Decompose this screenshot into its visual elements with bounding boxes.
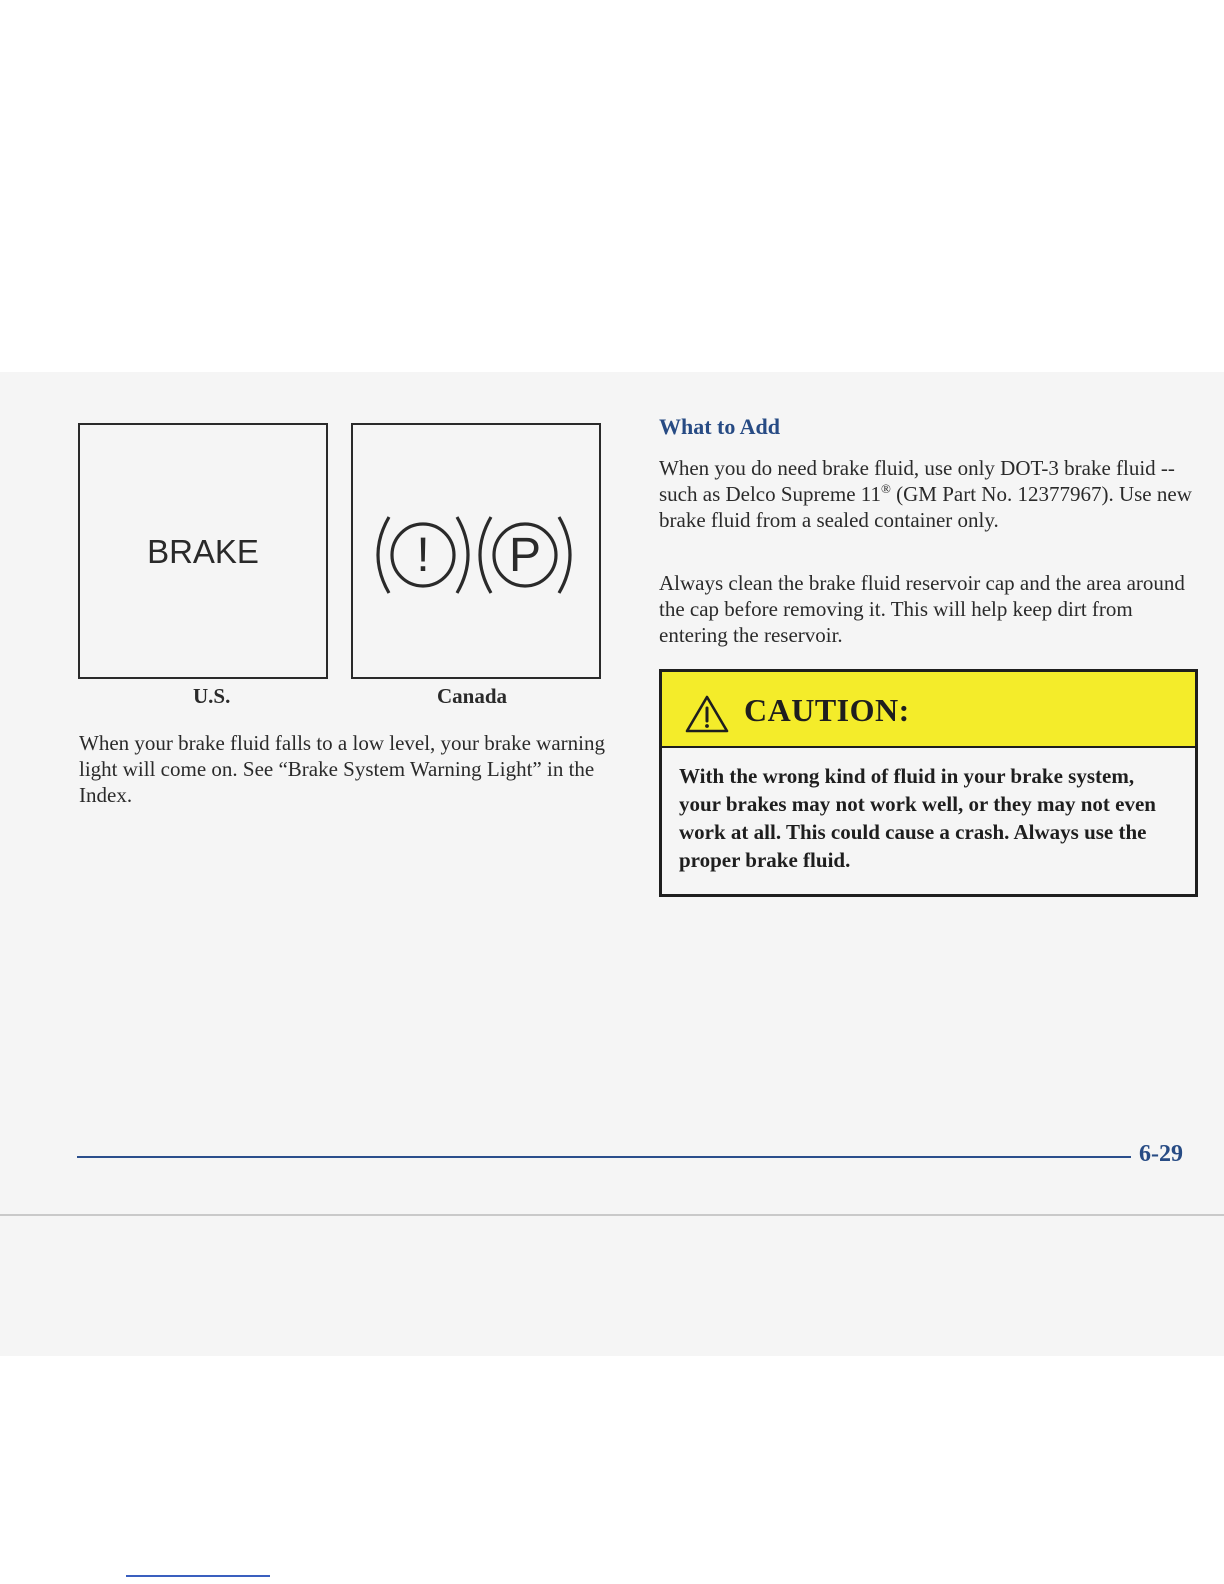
registered-mark: ® [881,481,891,496]
caution-header [662,672,1195,748]
warning-triangle-icon [684,694,730,734]
page-bottom-divider [0,1214,1224,1216]
exclamation-symbol: ! [416,529,430,582]
canada-brake-indicator-figure [351,423,601,679]
low-fluid-paragraph: When your brake fluid falls to a low level, your brake warning light will come on. See “Brake System Warning Light” in the Index. [79,731,605,807]
canada-brake-symbols-icon [373,509,583,601]
paragraph-text: When you do need brake fluid, use only DOT-3 brake fluid -- such as Delco Supreme 11 [659,456,1175,506]
link-underline [126,1575,270,1577]
section-heading: What to Add [659,414,781,439]
footer-divider [77,1156,1131,1158]
clean-cap-paragraph: Always clean the brake fluid reservoir cap and the area around the cap before removing it. This will help keep dirt from entering the reservoir. [659,571,1185,647]
paragraph-text: (GM Part No. 12377967). Use new brake fluid from a sealed container only. [659,482,1192,532]
caution-box [659,669,1198,897]
us-brake-indicator-figure [78,423,328,679]
what-to-add-paragraph [659,455,1194,533]
caution-text: With the wrong kind of fluid in your brake system, your brakes may not work well, or they may not even work at all. This could cause a crash. Always use the proper brake fluid. [679,764,1156,872]
park-symbol: P [508,529,542,582]
us-caption: U.S. [193,684,231,708]
brake-indicator-text: BRAKE [147,533,259,570]
caution-title: CAUTION: [744,692,910,728]
canada-caption: Canada [437,684,508,708]
page-number: 6-29 [1139,1141,1183,1167]
